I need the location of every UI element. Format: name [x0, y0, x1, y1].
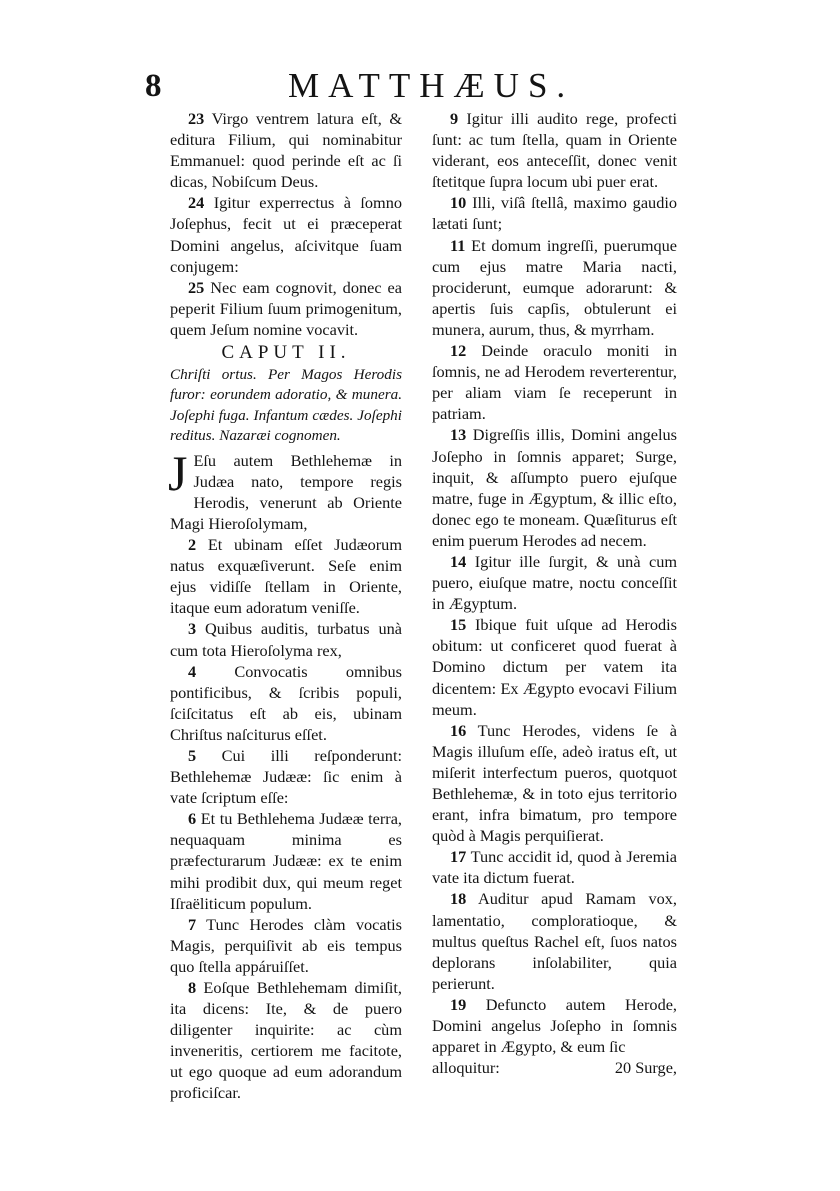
verse-3: [170, 618, 402, 660]
verse-number: 24: [188, 193, 205, 213]
verse-text: Igitur ille ſurgit, & unà cum puero, eiuſque matre, noctu conceſſit in Ægyptum.: [432, 551, 677, 614]
verse-number: 15: [450, 615, 467, 635]
left-column: [170, 108, 402, 1104]
verse-text: Nec eam cognovit, donec ea peperit Filium ſuum primogenitum, quem Jeſum nomine vocavit.: [170, 277, 403, 339]
verse-number: 4: [188, 661, 197, 681]
verse-text: Virgo ventrem latura eſt, & editura Filium, qui nominabitur Emmanuel: quod perinde eſt ac ſi dicas, Nobiſcum Deus.: [170, 109, 403, 192]
verse-number: 7: [188, 914, 197, 934]
right-column: [432, 108, 677, 1078]
verse-text: Tunc Herodes, videns ſe à Magis illuſum eſſe, adeò iratus eſt, ut miſerit interfectum pueros, quotquot Bethlehemæ, & in toto ejus territorio erant, infra bimatum, pro tempore quòd à Magis perquiſierat.: [432, 720, 677, 846]
chapter-summary: Chriſti ortus. Per Magos Herodis furor: eorundem adoratio, & munera. Joſephi fuga. Infantum cædes. Joſephi reditus. Nazaræi cognomen.: [170, 366, 402, 445]
verse-number: 6: [188, 809, 197, 829]
verse-13: [432, 424, 677, 551]
verse-text: Igitur illi audito rege, profecti ſunt: ac tum ſtella, quam in Oriente viderant, eos anteceſſit, donec venit ſtetitque ſupra locum ubi puer erat.: [432, 109, 678, 192]
verse-number: 10: [450, 193, 467, 213]
verse-number: 13: [450, 425, 467, 445]
verse-number: 9: [450, 109, 459, 128]
verse-text: Quibus auditis, turbatus unà cum tota Hieroſolyma rex,: [170, 619, 402, 660]
verse-number: 12: [450, 341, 467, 361]
verse-text: Eſu autem Bethlehemæ in Judæa nato, tempore regis Herodis, venerunt ab Oriente Magi Hieroſolymam,: [170, 450, 402, 533]
verse-number: 3: [188, 619, 197, 639]
verse-1: [168, 444, 402, 534]
verse-15: [432, 614, 677, 719]
verse-text: Tunc Herodes clàm vocatis Magis, perquiſivit ab eis tempus quo ſtella appáruiſſet.: [170, 914, 402, 976]
drop-cap: J: [168, 444, 188, 501]
verse-text: Eoſque Bethlehemam dimiſit, ita dicens: Ite, & de puero diligenter inquirite: ac cùm inveneritis, certiorem me facitote, ut ego quoque ad eum adorandum proficiſcar.: [170, 978, 402, 1103]
verse-4: [170, 661, 402, 745]
verse-text: Auditur apud Ramam vox, lamentatio, comploratioque, & multus queſtus Rachel eſt, ſuos natos deplorans inſolabiliter, quia perierunt.: [432, 889, 678, 993]
verse-text: Digreſſis illis, Domini angelus Joſepho in ſomnis apparet; Surge, inquit, & aſſumpto puero ejuſque matre, fuge in Ægyptum, & illic eſto, donec ego te moneam. Quæſiturus eſt enim puerum Herodes ad necem.: [432, 425, 677, 550]
verse-14: [432, 551, 677, 614]
verse-10: [432, 192, 677, 234]
verse-7: [170, 914, 402, 977]
verse-24: [170, 192, 402, 276]
verse-text: Deinde oraculo moniti in ſomnis, ne ad Herodem reverterentur, per aliam viam ſe receperunt in patriam.: [432, 341, 677, 424]
last-line: [432, 1057, 677, 1078]
chapter-heading: CAPUT II.: [221, 342, 351, 364]
verse-5: [170, 745, 402, 808]
verse-number: 18: [450, 889, 467, 909]
verse-number: 17: [450, 847, 467, 867]
verse-text: Cui illi reſponderunt: Bethlehemæ Judææ: ſic enim à vate ſcriptum eſſe:: [170, 745, 402, 808]
verse-18: [432, 888, 677, 993]
verse-text: Et domum ingreſſi, puerumque cum ejus matre Maria nacti, prociderunt, eumque adorarunt: & apertis ſuis capſis, obtulerunt ei munera, aurum, thus, & myrrham.: [432, 235, 677, 339]
verse-19: [432, 994, 677, 1057]
verse-number: 2: [188, 535, 197, 555]
verse-text: Ibique fuit uſque ad Herodis obitum: ut conficeret quod fuerat à Domino dictum per vatem ita dicentem: Ex Ægypto evocavi Filium meum.: [432, 615, 677, 719]
verse-text-end: alloquitur:: [432, 1058, 500, 1078]
verse-12: [432, 340, 677, 424]
verse-number: 11: [450, 235, 466, 255]
verse-text: Et ubinam eſſet Judæorum natus exquæſiverunt. Seſe enim ejus vidiſſe ſtellam in Oriente, itaque eum adoratum veniſſe.: [170, 535, 402, 618]
verse-17: [432, 846, 677, 888]
verse-text: Defuncto autem Herode, Domini angelus Joſepho in ſomnis apparet in Ægypto, & eum ſic: [432, 994, 678, 1057]
verse-text: Convocatis omnibus pontificibus, & ſcribis populi, ſciſcitatus eſt ab eis, ubinam Chriſtus naſciturus eſſet.: [170, 661, 402, 744]
verse-number: 23: [188, 109, 205, 128]
verse-6: [170, 808, 402, 913]
verse-text: Tunc accidit id, quod à Jeremia vate ita dictum fuerat.: [432, 847, 677, 888]
verse-number: 25: [188, 277, 205, 297]
verse-8: [170, 977, 402, 1104]
verse-number: 16: [450, 720, 467, 740]
verse-16: [432, 720, 677, 847]
verse-number: 19: [450, 994, 467, 1014]
verse-number: 14: [450, 551, 467, 571]
page-number: 8: [145, 68, 162, 104]
verse-number: 5: [188, 745, 197, 765]
verse-23: [170, 108, 402, 192]
verse-2: [170, 534, 402, 618]
verse-text: Et tu Bethlehema Judææ terra, nequaquam minima es præfecturarum Judææ: ex te enim mihi prodibit dux, qui meum reget Iſraëliticum populum.: [170, 809, 402, 913]
verse-number: 8: [188, 978, 197, 997]
verse-text: Illi, viſâ ſtellâ, maximo gaudio lætati ſunt;: [432, 193, 677, 234]
catchword: 20 Surge,: [614, 1058, 677, 1078]
verse-9: [432, 108, 677, 192]
verse-11: [432, 235, 677, 340]
verse-text: Igitur experrectus à ſomno Joſephus, fecit ut ei præceperat Domini angelus, aſcivitque ſuam conjugem:: [170, 193, 402, 276]
verse-25: [170, 277, 402, 340]
running-head: MATTHÆUS.: [288, 66, 575, 105]
